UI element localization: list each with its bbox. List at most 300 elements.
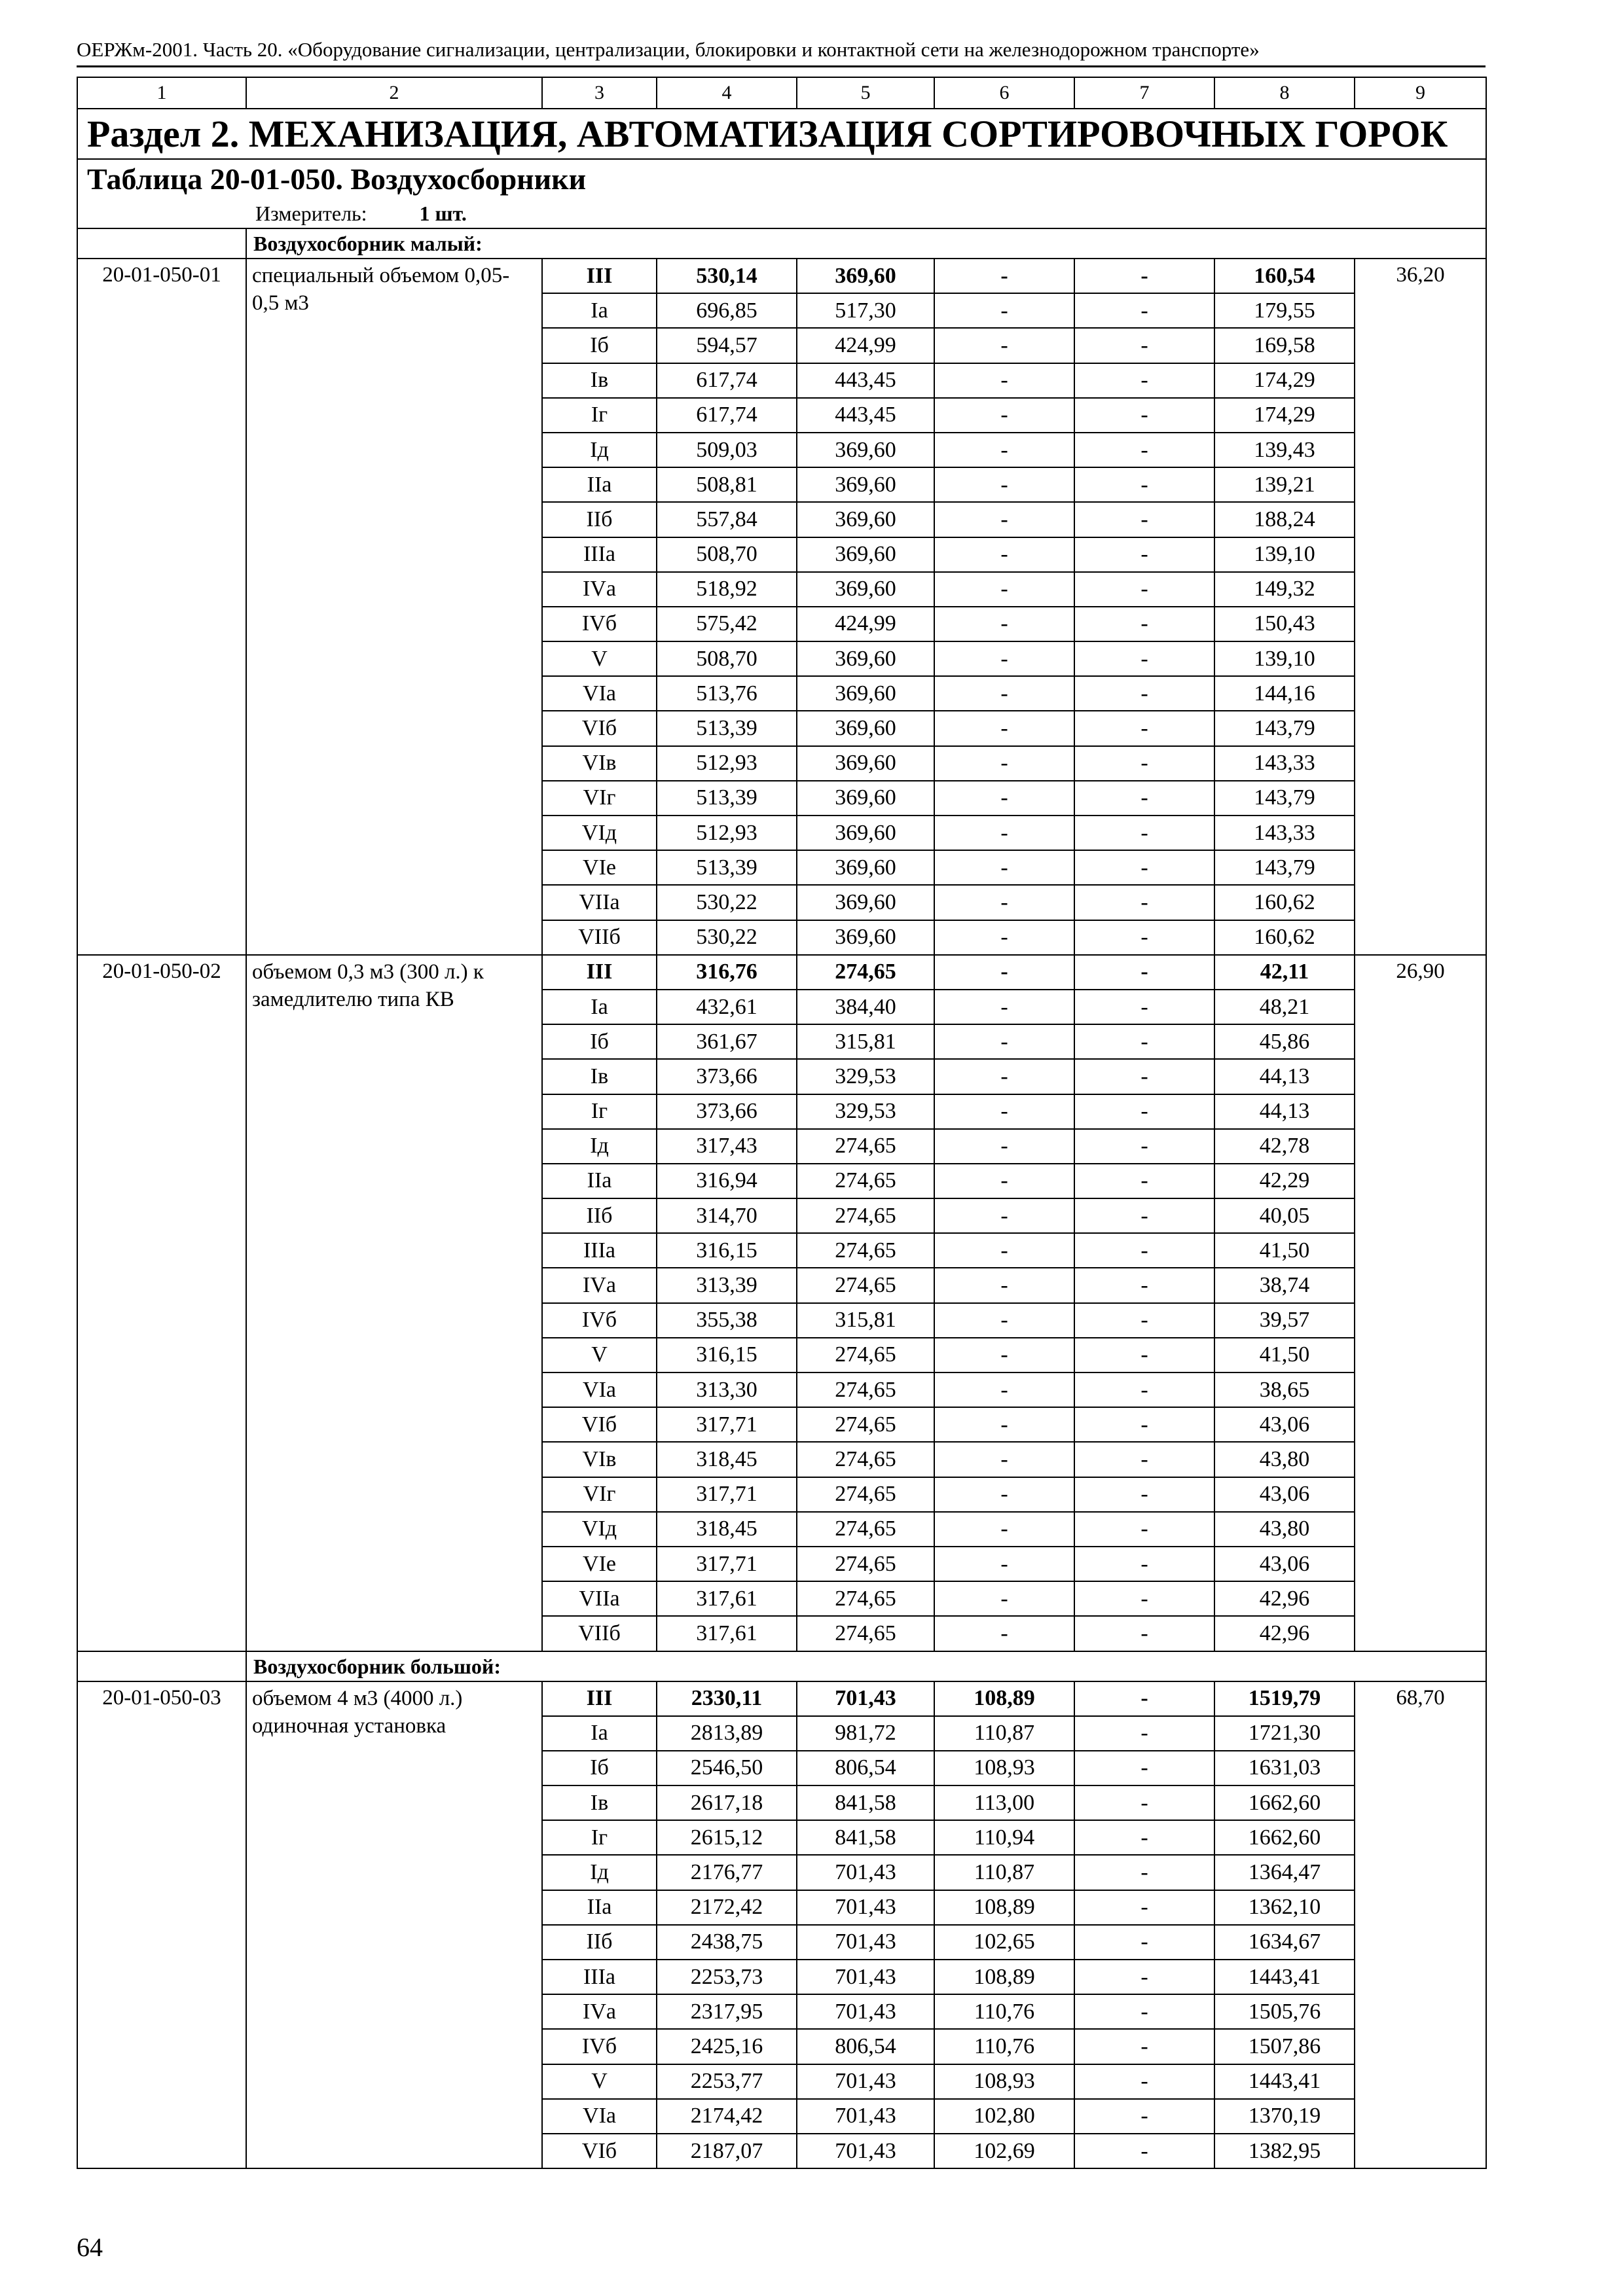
wages-cell: 329,53 <box>797 1094 934 1129</box>
zone-cell: IVб <box>542 1303 657 1338</box>
zone-cell: IIIа <box>542 1960 657 1994</box>
machinists-wages-cell: - <box>1074 781 1214 816</box>
machines-cell: - <box>934 398 1074 433</box>
total-cost-cell: 2253,77 <box>657 2064 797 2099</box>
item-code: 20-01-050-03 <box>77 1681 246 2169</box>
machines-cell: - <box>934 1024 1074 1059</box>
group-heading-row <box>77 1651 1486 1681</box>
materials-cell: 43,80 <box>1214 1442 1355 1477</box>
wages-cell: 701,43 <box>797 1681 934 1716</box>
materials-cell: 150,43 <box>1214 607 1355 641</box>
machinists-wages-cell: - <box>1074 363 1214 398</box>
materials-cell: 1370,19 <box>1214 2099 1355 2134</box>
wages-cell: 274,65 <box>797 1198 934 1233</box>
wages-cell: 369,60 <box>797 467 934 502</box>
zone-cell: VIIб <box>542 1616 657 1651</box>
column-number: 9 <box>1355 77 1486 109</box>
total-cost-cell: 317,43 <box>657 1129 797 1164</box>
materials-cell: 38,74 <box>1214 1268 1355 1302</box>
group-heading-row <box>77 228 1486 259</box>
wages-cell: 329,53 <box>797 1059 934 1094</box>
total-cost-cell: 316,15 <box>657 1233 797 1268</box>
machines-cell: 102,65 <box>934 1925 1074 1960</box>
wages-cell: 841,58 <box>797 1785 934 1820</box>
materials-cell: 38,65 <box>1214 1372 1355 1407</box>
machines-cell: - <box>934 537 1074 572</box>
wages-cell: 701,43 <box>797 1890 934 1925</box>
wages-cell: 274,65 <box>797 1442 934 1477</box>
total-cost-cell: 317,71 <box>657 1407 797 1442</box>
total-cost-cell: 317,61 <box>657 1616 797 1651</box>
wages-cell: 384,40 <box>797 990 934 1024</box>
machines-cell: - <box>934 1547 1074 1581</box>
materials-cell: 143,79 <box>1214 850 1355 885</box>
table-body <box>77 77 1486 2168</box>
machines-cell: 108,89 <box>934 1681 1074 1716</box>
machines-cell: 110,87 <box>934 1855 1074 1890</box>
materials-cell: 143,79 <box>1214 781 1355 816</box>
machines-cell: - <box>934 1477 1074 1512</box>
item-code: 20-01-050-01 <box>77 259 246 955</box>
machinists-wages-cell: - <box>1074 990 1214 1024</box>
wages-cell: 369,60 <box>797 781 934 816</box>
machinists-wages-cell: - <box>1074 816 1214 850</box>
zone-cell: IIIа <box>542 537 657 572</box>
machinists-wages-cell: - <box>1074 1616 1214 1651</box>
zone-cell: Iа <box>542 990 657 1024</box>
materials-cell: 43,06 <box>1214 1477 1355 1512</box>
materials-cell: 1662,60 <box>1214 1785 1355 1820</box>
materials-cell: 41,50 <box>1214 1233 1355 1268</box>
machinists-wages-cell: - <box>1074 1785 1214 1820</box>
materials-cell: 1364,47 <box>1214 1855 1355 1890</box>
total-cost-cell: 2813,89 <box>657 1716 797 1751</box>
machines-cell: - <box>934 746 1074 781</box>
wages-cell: 443,45 <box>797 398 934 433</box>
total-cost-cell: 508,70 <box>657 641 797 676</box>
machinists-wages-cell: - <box>1074 1338 1214 1372</box>
zone-cell: VIг <box>542 781 657 816</box>
total-cost-cell: 530,22 <box>657 920 797 955</box>
section-title: Раздел 2. МЕХАНИЗАЦИЯ, АВТОМАТИЗАЦИЯ СОРТИРОВОЧНЫХ ГОРОК <box>77 109 1486 159</box>
machinists-wages-cell: - <box>1074 607 1214 641</box>
wages-cell: 806,54 <box>797 1751 934 1785</box>
machines-cell: - <box>934 990 1074 1024</box>
wages-cell: 274,65 <box>797 1338 934 1372</box>
zone-cell: IIа <box>542 1164 657 1198</box>
materials-cell: 1721,30 <box>1214 1716 1355 1751</box>
zone-cell: VIIа <box>542 885 657 920</box>
total-cost-cell: 2615,12 <box>657 1820 797 1855</box>
item-name: объемом 0,3 м3 (300 л.) к замедлителю типа КВ <box>246 955 542 1651</box>
machines-cell: 113,00 <box>934 1785 1074 1820</box>
zone-cell: V <box>542 2064 657 2099</box>
total-cost-cell: 2174,42 <box>657 2099 797 2134</box>
machinists-wages-cell: - <box>1074 1751 1214 1785</box>
wages-cell: 274,65 <box>797 1547 934 1581</box>
total-cost-cell: 696,85 <box>657 293 797 328</box>
machines-cell: - <box>934 641 1074 676</box>
total-cost-cell: 355,38 <box>657 1303 797 1338</box>
wages-cell: 369,60 <box>797 502 934 537</box>
total-cost-cell: 575,42 <box>657 607 797 641</box>
total-cost-cell: 2330,11 <box>657 1681 797 1716</box>
materials-cell: 1631,03 <box>1214 1751 1355 1785</box>
group-blank-cell <box>77 228 246 259</box>
zone-cell: Iв <box>542 1785 657 1820</box>
machinists-wages-cell: - <box>1074 1681 1214 1716</box>
materials-cell: 149,32 <box>1214 572 1355 607</box>
machines-cell: - <box>934 1164 1074 1198</box>
machinists-wages-cell: - <box>1074 537 1214 572</box>
wages-cell: 369,60 <box>797 920 934 955</box>
wages-cell: 274,65 <box>797 1372 934 1407</box>
materials-cell: 1634,67 <box>1214 1925 1355 1960</box>
zone-cell: VIв <box>542 746 657 781</box>
materials-cell: 160,62 <box>1214 920 1355 955</box>
column-number: 5 <box>797 77 934 109</box>
total-cost-cell: 318,45 <box>657 1512 797 1547</box>
materials-cell: 43,06 <box>1214 1407 1355 1442</box>
worker-labor-cost: 68,70 <box>1355 1681 1486 2169</box>
wages-cell: 274,65 <box>797 1581 934 1616</box>
page-number: 64 <box>77 2233 103 2262</box>
zone-cell: VIа <box>542 2099 657 2134</box>
machinists-wages-cell: - <box>1074 1855 1214 1890</box>
machines-cell: 110,87 <box>934 1716 1074 1751</box>
zone-cell: Iв <box>542 363 657 398</box>
wages-cell: 369,60 <box>797 746 934 781</box>
machines-cell: - <box>934 363 1074 398</box>
zone-cell: IIа <box>542 467 657 502</box>
wages-cell: 841,58 <box>797 1820 934 1855</box>
machines-cell: - <box>934 1581 1074 1616</box>
zone-cell: IVб <box>542 607 657 641</box>
total-cost-cell: 2617,18 <box>657 1785 797 1820</box>
wages-cell: 274,65 <box>797 1129 934 1164</box>
machinists-wages-cell: - <box>1074 1233 1214 1268</box>
machines-cell: - <box>934 1407 1074 1442</box>
running-head: ОЕРЖм-2001. Часть 20. «Оборудование сигнализации, централизации, блокировки и контактной сети на железнодорожном транспорте» <box>77 38 1260 61</box>
machines-cell: - <box>934 467 1074 502</box>
total-cost-cell: 2172,42 <box>657 1890 797 1925</box>
total-cost-cell: 594,57 <box>657 328 797 363</box>
materials-cell: 174,29 <box>1214 363 1355 398</box>
total-cost-cell: 530,14 <box>657 259 797 293</box>
machines-cell: 110,94 <box>934 1820 1074 1855</box>
materials-cell: 39,57 <box>1214 1303 1355 1338</box>
wages-cell: 274,65 <box>797 1407 934 1442</box>
machines-cell: - <box>934 711 1074 745</box>
measure-row <box>77 199 1486 228</box>
zone-cell: Iв <box>542 1059 657 1094</box>
total-cost-cell: 316,94 <box>657 1164 797 1198</box>
column-number: 4 <box>657 77 797 109</box>
machinists-wages-cell: - <box>1074 398 1214 433</box>
header-rule <box>77 65 1486 67</box>
zone-cell: IIб <box>542 1925 657 1960</box>
machinists-wages-cell: - <box>1074 467 1214 502</box>
materials-cell: 1362,10 <box>1214 1890 1355 1925</box>
machines-cell: - <box>934 1442 1074 1477</box>
table-row <box>77 1681 1486 1716</box>
wages-cell: 701,43 <box>797 1960 934 1994</box>
column-number: 2 <box>246 77 542 109</box>
group-heading: Воздухосборник большой: <box>246 1651 1486 1681</box>
total-cost-cell: 373,66 <box>657 1094 797 1129</box>
total-cost-cell: 509,03 <box>657 433 797 467</box>
zone-cell: IIб <box>542 502 657 537</box>
wages-cell: 274,65 <box>797 1512 934 1547</box>
machinists-wages-cell: - <box>1074 1890 1214 1925</box>
zone-cell: V <box>542 1338 657 1372</box>
machines-cell: - <box>934 781 1074 816</box>
machines-cell: 102,80 <box>934 2099 1074 2134</box>
zone-cell: VIа <box>542 676 657 711</box>
wages-cell: 806,54 <box>797 2029 934 2064</box>
machines-cell: - <box>934 1198 1074 1233</box>
machines-cell: 110,76 <box>934 1994 1074 2029</box>
wages-cell: 701,43 <box>797 2064 934 2099</box>
zone-cell: Iг <box>542 398 657 433</box>
machines-cell: - <box>934 1512 1074 1547</box>
total-cost-cell: 513,39 <box>657 781 797 816</box>
materials-cell: 42,29 <box>1214 1164 1355 1198</box>
total-cost-cell: 530,22 <box>657 885 797 920</box>
machines-cell: - <box>934 1616 1074 1651</box>
materials-cell: 44,13 <box>1214 1094 1355 1129</box>
zone-cell: Iа <box>542 1716 657 1751</box>
machinists-wages-cell: - <box>1074 955 1214 990</box>
wages-cell: 369,60 <box>797 850 934 885</box>
machinists-wages-cell: - <box>1074 1303 1214 1338</box>
wages-cell: 369,60 <box>797 711 934 745</box>
machinists-wages-cell: - <box>1074 572 1214 607</box>
column-number: 1 <box>77 77 246 109</box>
table-title: Таблица 20-01-050. Воздухосборники <box>77 159 1486 199</box>
wages-cell: 315,81 <box>797 1024 934 1059</box>
materials-cell: 169,58 <box>1214 328 1355 363</box>
column-number: 8 <box>1214 77 1355 109</box>
machinists-wages-cell: - <box>1074 885 1214 920</box>
machinists-wages-cell: - <box>1074 433 1214 467</box>
materials-cell: 139,10 <box>1214 641 1355 676</box>
worker-labor-cost: 26,90 <box>1355 955 1486 1651</box>
zone-cell: Iб <box>542 328 657 363</box>
group-blank-cell <box>77 1651 246 1681</box>
item-code: 20-01-050-02 <box>77 955 246 1651</box>
wages-cell: 369,60 <box>797 816 934 850</box>
zone-cell: IIIа <box>542 1233 657 1268</box>
machinists-wages-cell: - <box>1074 1059 1214 1094</box>
machines-cell: 108,89 <box>934 1960 1074 1994</box>
wages-cell: 369,60 <box>797 572 934 607</box>
machinists-wages-cell: - <box>1074 1164 1214 1198</box>
zone-cell: VIд <box>542 816 657 850</box>
zone-cell: VIб <box>542 2134 657 2168</box>
total-cost-cell: 617,74 <box>657 363 797 398</box>
section-title-row <box>77 109 1486 159</box>
materials-cell: 43,80 <box>1214 1512 1355 1547</box>
total-cost-cell: 508,70 <box>657 537 797 572</box>
total-cost-cell: 512,93 <box>657 816 797 850</box>
zone-cell: VIб <box>542 1407 657 1442</box>
materials-cell: 42,11 <box>1214 955 1355 990</box>
zone-cell: IVб <box>542 2029 657 2064</box>
total-cost-cell: 318,45 <box>657 1442 797 1477</box>
column-number: 7 <box>1074 77 1214 109</box>
materials-cell: 43,06 <box>1214 1547 1355 1581</box>
materials-cell: 1507,86 <box>1214 2029 1355 2064</box>
machinists-wages-cell: - <box>1074 1129 1214 1164</box>
total-cost-cell: 314,70 <box>657 1198 797 1233</box>
machinists-wages-cell: - <box>1074 2099 1214 2134</box>
machinists-wages-cell: - <box>1074 1581 1214 1616</box>
machines-cell: - <box>934 816 1074 850</box>
machinists-wages-cell: - <box>1074 1268 1214 1302</box>
zone-cell: Iг <box>542 1820 657 1855</box>
materials-cell: 42,78 <box>1214 1129 1355 1164</box>
total-cost-cell: 373,66 <box>657 1059 797 1094</box>
materials-cell: 1505,76 <box>1214 1994 1355 2029</box>
materials-cell: 188,24 <box>1214 502 1355 537</box>
wages-cell: 443,45 <box>797 363 934 398</box>
zone-cell: VIе <box>542 850 657 885</box>
wages-cell: 701,43 <box>797 1994 934 2029</box>
total-cost-cell: 317,61 <box>657 1581 797 1616</box>
machines-cell: 110,76 <box>934 2029 1074 2064</box>
zone-cell: VIд <box>542 1512 657 1547</box>
materials-cell: 42,96 <box>1214 1581 1355 1616</box>
machines-cell: - <box>934 572 1074 607</box>
materials-cell: 44,13 <box>1214 1059 1355 1094</box>
wages-cell: 981,72 <box>797 1716 934 1751</box>
wages-cell: 369,60 <box>797 259 934 293</box>
machines-cell: - <box>934 607 1074 641</box>
total-cost-cell: 316,15 <box>657 1338 797 1372</box>
wages-cell: 315,81 <box>797 1303 934 1338</box>
table-row <box>77 259 1486 293</box>
total-cost-cell: 2438,75 <box>657 1925 797 1960</box>
materials-cell: 143,33 <box>1214 746 1355 781</box>
machines-cell: - <box>934 1303 1074 1338</box>
group-heading: Воздухосборник малый: <box>246 228 1486 259</box>
machines-cell: - <box>934 1129 1074 1164</box>
total-cost-cell: 2317,95 <box>657 1994 797 2029</box>
zone-cell: III <box>542 955 657 990</box>
machinists-wages-cell: - <box>1074 1960 1214 1994</box>
machines-cell: - <box>934 1372 1074 1407</box>
zone-cell: Iб <box>542 1751 657 1785</box>
materials-cell: 42,96 <box>1214 1616 1355 1651</box>
zone-cell: IVа <box>542 1268 657 1302</box>
total-cost-cell: 518,92 <box>657 572 797 607</box>
materials-cell: 143,79 <box>1214 711 1355 745</box>
machinists-wages-cell: - <box>1074 259 1214 293</box>
wages-cell: 369,60 <box>797 537 934 572</box>
machinists-wages-cell: - <box>1074 1716 1214 1751</box>
materials-cell: 1382,95 <box>1214 2134 1355 2168</box>
machines-cell: - <box>934 955 1074 990</box>
wages-cell: 274,65 <box>797 1164 934 1198</box>
materials-cell: 1443,41 <box>1214 2064 1355 2099</box>
zone-cell: VIа <box>542 1372 657 1407</box>
wages-cell: 369,60 <box>797 641 934 676</box>
measure-value: 1 шт. <box>419 202 467 225</box>
materials-cell: 1662,60 <box>1214 1820 1355 1855</box>
total-cost-cell: 513,39 <box>657 711 797 745</box>
worker-labor-cost: 36,20 <box>1355 259 1486 955</box>
zone-cell: Iа <box>542 293 657 328</box>
total-cost-cell: 2425,16 <box>657 2029 797 2064</box>
zone-cell: VIе <box>542 1547 657 1581</box>
machines-cell: 108,89 <box>934 1890 1074 1925</box>
materials-cell: 45,86 <box>1214 1024 1355 1059</box>
zone-cell: Iг <box>542 1094 657 1129</box>
materials-cell: 144,16 <box>1214 676 1355 711</box>
materials-cell: 48,21 <box>1214 990 1355 1024</box>
machines-cell: - <box>934 1268 1074 1302</box>
machinists-wages-cell: - <box>1074 1407 1214 1442</box>
wages-cell: 274,65 <box>797 1616 934 1651</box>
wages-cell: 424,99 <box>797 328 934 363</box>
machines-cell: - <box>934 328 1074 363</box>
total-cost-cell: 508,81 <box>657 467 797 502</box>
machinists-wages-cell: - <box>1074 502 1214 537</box>
zone-cell: VIIа <box>542 1581 657 1616</box>
machinists-wages-cell: - <box>1074 1512 1214 1547</box>
machines-cell: - <box>934 293 1074 328</box>
item-name: специальный объемом 0,05-0,5 м3 <box>246 259 542 955</box>
zone-cell: Iд <box>542 433 657 467</box>
materials-cell: 139,21 <box>1214 467 1355 502</box>
wages-cell: 517,30 <box>797 293 934 328</box>
wages-cell: 274,65 <box>797 1233 934 1268</box>
measure-label: Измеритель: <box>255 202 367 225</box>
total-cost-cell: 432,61 <box>657 990 797 1024</box>
table-row <box>77 955 1486 990</box>
measure-cell <box>77 199 1486 228</box>
wages-cell: 701,43 <box>797 1925 934 1960</box>
machines-cell: - <box>934 1094 1074 1129</box>
machines-cell: - <box>934 1059 1074 1094</box>
column-number: 6 <box>934 77 1074 109</box>
table-title-row <box>77 159 1486 199</box>
materials-cell: 143,33 <box>1214 816 1355 850</box>
wages-cell: 274,65 <box>797 1477 934 1512</box>
zone-cell: IIб <box>542 1198 657 1233</box>
total-cost-cell: 513,76 <box>657 676 797 711</box>
zone-cell: V <box>542 641 657 676</box>
materials-cell: 179,55 <box>1214 293 1355 328</box>
total-cost-cell: 317,71 <box>657 1547 797 1581</box>
total-cost-cell: 361,67 <box>657 1024 797 1059</box>
wages-cell: 701,43 <box>797 2099 934 2134</box>
wages-cell: 274,65 <box>797 1268 934 1302</box>
wages-cell: 701,43 <box>797 1855 934 1890</box>
materials-cell: 40,05 <box>1214 1198 1355 1233</box>
total-cost-cell: 316,76 <box>657 955 797 990</box>
machinists-wages-cell: - <box>1074 711 1214 745</box>
machinists-wages-cell: - <box>1074 1094 1214 1129</box>
machines-cell: - <box>934 502 1074 537</box>
total-cost-cell: 513,39 <box>657 850 797 885</box>
zone-cell: Iд <box>542 1129 657 1164</box>
zone-cell: III <box>542 259 657 293</box>
machinists-wages-cell: - <box>1074 2134 1214 2168</box>
machines-cell: - <box>934 1338 1074 1372</box>
machines-cell: - <box>934 850 1074 885</box>
